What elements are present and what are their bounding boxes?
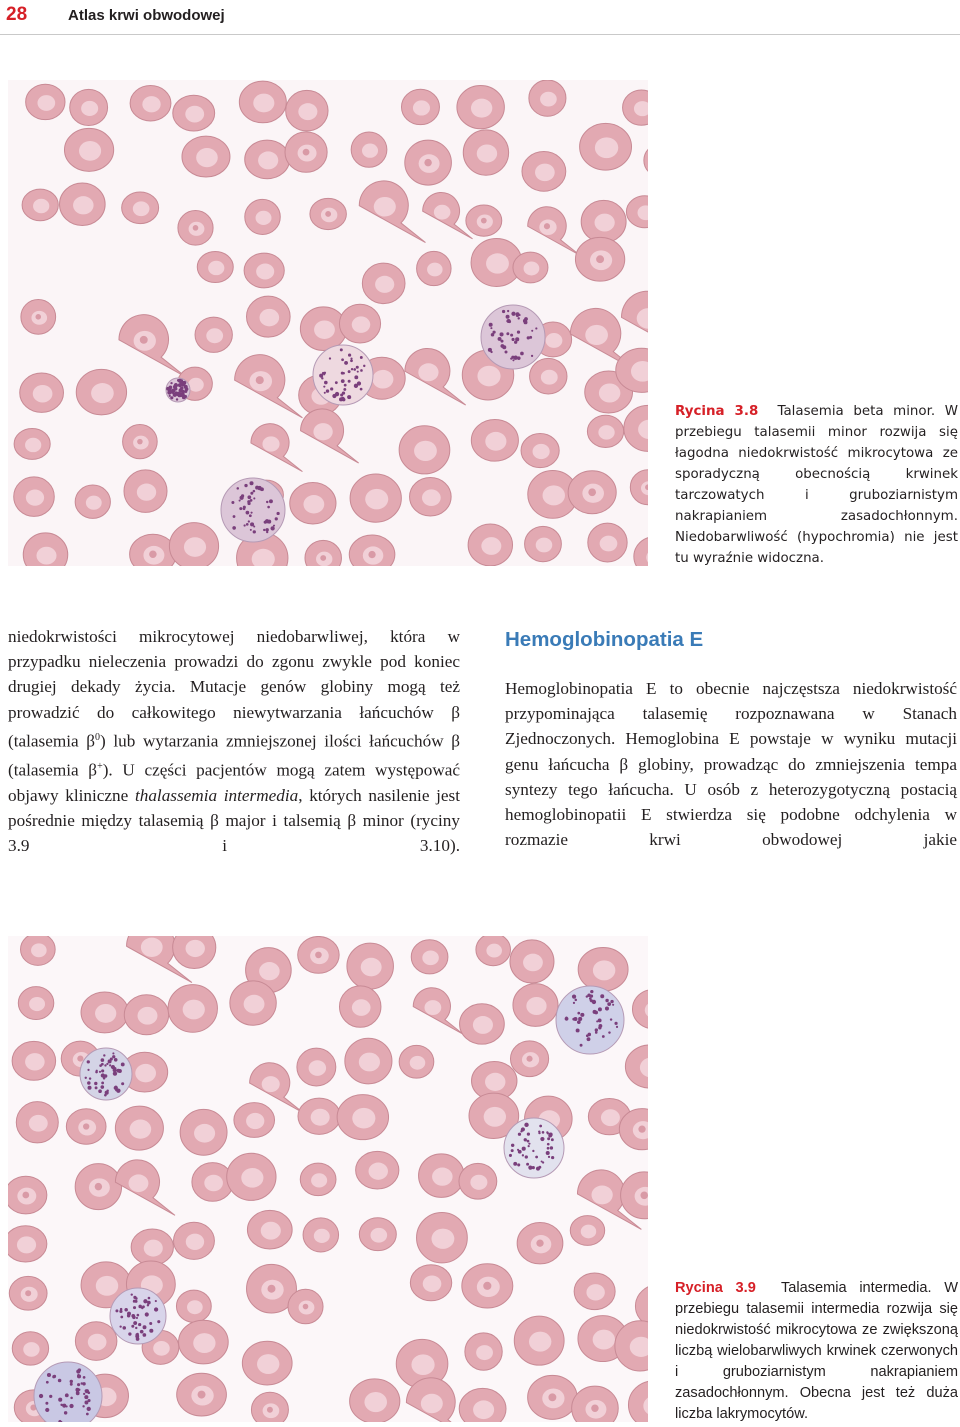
red-blood-cell	[587, 415, 623, 447]
red-blood-cell	[570, 1216, 604, 1246]
body-text-segment: ). U części pacjentów mogą zatem występować objawy kliniczne	[8, 760, 460, 805]
red-blood-cell	[244, 253, 284, 288]
figure-label: Rycina 3.9	[675, 1280, 756, 1296]
blood-smear-image	[8, 80, 648, 566]
red-blood-cell	[466, 205, 502, 236]
red-blood-cell	[410, 477, 452, 516]
red-blood-cell	[347, 943, 394, 989]
red-blood-cell	[26, 84, 65, 119]
red-blood-cell	[624, 405, 648, 451]
red-blood-cell	[630, 470, 648, 505]
red-blood-cell	[632, 990, 648, 1029]
red-blood-cell	[130, 86, 171, 121]
red-blood-cell	[623, 90, 648, 125]
red-blood-cell	[514, 1316, 564, 1365]
red-blood-cell	[351, 132, 387, 167]
red-blood-cell	[522, 152, 566, 192]
red-blood-cell	[405, 140, 452, 185]
red-blood-cell	[362, 263, 405, 304]
red-blood-cell	[66, 1109, 106, 1144]
red-blood-cell	[529, 80, 566, 116]
red-blood-cell	[423, 192, 473, 238]
red-blood-cell	[580, 123, 632, 170]
red-blood-cell	[626, 196, 648, 228]
red-blood-cell	[405, 348, 466, 405]
red-blood-cell	[350, 474, 401, 522]
red-blood-cell	[115, 1160, 175, 1215]
red-blood-cell	[305, 540, 341, 566]
red-blood-cell	[419, 1154, 465, 1198]
caption-text: W przebiegu talasemii minor rozwija się łagodna niedokrwistość mikrocytowa ze sporadyczną obecnością krwinek tarczowatych i gruboziarnistym nakrapianiem zasadochłonnym. Niedobarwliwość (hypochromia) nie jest tu wyraźnie widoczna.	[675, 404, 958, 566]
red-blood-cell	[23, 533, 68, 566]
red-blood-cell	[168, 985, 217, 1033]
body-text-left	[8, 624, 460, 858]
red-blood-cell	[417, 1213, 468, 1263]
red-blood-cell	[297, 1048, 336, 1086]
red-blood-cell	[115, 1106, 163, 1150]
red-blood-cell	[288, 1289, 323, 1324]
red-blood-cell	[339, 304, 380, 343]
red-blood-cell	[625, 1045, 648, 1088]
red-blood-cell	[239, 81, 286, 123]
figure-3-8-caption	[675, 401, 958, 569]
red-blood-cell	[123, 424, 158, 458]
stippled-cell	[313, 345, 373, 405]
red-blood-cell	[242, 1341, 292, 1385]
stippled-cell	[80, 1048, 132, 1100]
red-blood-cell	[471, 419, 518, 461]
red-blood-cell	[457, 86, 504, 129]
red-blood-cell	[122, 192, 159, 224]
red-blood-cell	[81, 992, 128, 1033]
superscript: 0	[95, 731, 101, 743]
header-divider	[0, 34, 960, 35]
red-blood-cell	[176, 1290, 211, 1322]
red-blood-cell	[12, 1041, 56, 1080]
caption-title: Talasemia intermedia.	[780, 1280, 932, 1296]
red-blood-cell	[525, 526, 562, 561]
red-blood-cell	[197, 251, 233, 282]
red-blood-cell	[588, 523, 627, 562]
red-blood-cell	[75, 1164, 121, 1210]
stippled-cell	[34, 1362, 102, 1422]
figure-3-9-micrograph	[8, 936, 648, 1422]
red-blood-cell	[578, 948, 628, 992]
red-blood-cell	[195, 317, 232, 352]
red-blood-cell	[644, 143, 648, 177]
red-blood-cell	[245, 140, 290, 179]
red-blood-cell	[417, 251, 451, 285]
red-blood-cell	[177, 1373, 227, 1416]
red-blood-cell	[230, 981, 276, 1025]
red-blood-cell	[568, 471, 616, 514]
red-blood-cell	[359, 1218, 396, 1251]
red-blood-cell	[301, 409, 359, 463]
red-blood-cell	[310, 198, 346, 229]
section-heading: Hemoglobinopatia E	[505, 628, 704, 651]
red-blood-cell	[235, 355, 303, 418]
stippled-cell	[110, 1288, 166, 1344]
stippled-cell	[166, 378, 190, 402]
red-blood-cell	[18, 987, 53, 1020]
red-blood-cell	[131, 1229, 173, 1265]
red-blood-cell	[76, 369, 126, 414]
superscript: +	[97, 760, 103, 772]
red-blood-cell	[12, 1332, 48, 1365]
red-blood-cell	[8, 1176, 47, 1214]
red-blood-cell	[359, 181, 425, 243]
red-blood-cell	[227, 1153, 276, 1200]
red-blood-cell	[459, 1388, 506, 1422]
red-blood-cell	[462, 1264, 513, 1308]
red-blood-cell	[581, 200, 626, 242]
red-blood-cell	[399, 1045, 434, 1078]
page-number: 28	[6, 4, 28, 25]
red-blood-cell	[460, 1004, 505, 1044]
red-blood-cell	[8, 1226, 47, 1262]
red-blood-cell	[285, 132, 327, 172]
caption-title: Talasemia beta minor.	[777, 404, 936, 419]
red-blood-cell	[16, 1102, 58, 1143]
figure-label: Rycina 3.8	[675, 404, 759, 419]
red-blood-cell	[182, 136, 230, 177]
red-blood-cell	[286, 90, 328, 131]
red-blood-cell	[350, 1379, 400, 1422]
red-blood-cell	[21, 299, 56, 334]
red-blood-cell	[476, 936, 511, 966]
running-title: Atlas krwi obwodowej	[68, 7, 225, 24]
red-blood-cell	[528, 207, 580, 255]
red-blood-cell	[180, 1109, 227, 1155]
red-blood-cell	[70, 89, 108, 125]
red-blood-cell	[349, 535, 395, 566]
red-blood-cell	[337, 1095, 388, 1140]
stippled-cell	[504, 1118, 564, 1178]
red-blood-cell	[303, 1218, 339, 1252]
red-blood-cell	[572, 1386, 619, 1422]
red-blood-cell	[21, 936, 56, 965]
red-blood-cell	[468, 524, 512, 566]
red-blood-cell	[169, 523, 218, 566]
red-blood-cell	[75, 485, 110, 518]
red-blood-cell	[179, 1320, 229, 1364]
red-blood-cell	[528, 1375, 577, 1419]
red-blood-cell	[173, 936, 216, 969]
caption-text: W przebiegu talasemii intermedia rozwija się niedokrwistość mikrocytowa ze zwiększoną liczbą wielobarwliwych krwinek czerwonych i gruboziarnistym nakrapianiem zasadochłonnym. Obecna jest też duża liczba lakrymocytów.	[675, 1280, 958, 1422]
red-blood-cell	[234, 1103, 275, 1138]
red-blood-cell	[345, 1038, 392, 1084]
red-blood-cell	[399, 426, 450, 474]
body-text-segment: , których nasilenie jest pośrednie między talasemią β major i talsemią β minor (ryciny 3.9 i 3.10).	[8, 785, 460, 856]
red-blood-cell	[119, 315, 186, 377]
red-blood-cell	[60, 183, 106, 225]
red-blood-cell	[465, 1333, 502, 1370]
red-blood-cell	[247, 296, 291, 337]
red-blood-cell	[530, 358, 567, 394]
red-blood-cell	[251, 1392, 288, 1422]
red-blood-cell	[401, 89, 439, 124]
red-blood-cell	[130, 534, 177, 566]
body-text-right: Hemoglobinopatia E to obecnie najczęstsza niedokrwistość przypominająca talasemię rozpoznawana w Stanach Zjednoczonych. Hemoglobina E powstaje w wyniku mutacji genu łańcucha β globiny, prowadząc do zmniejszenia tempa syntezy tego łańcucha. U osób z heterozygotyczną postacią hemoglobinopatii E stwierdza się podobne odchylenia w rozmazie krwi obwodowej jakie	[505, 679, 957, 850]
red-blood-cell	[510, 1041, 548, 1077]
body-text-segment: niedokrwistości mikrocytowej niedobarwliwej, która w przypadku nieleczenia prowadzi do zgonu zwykle pod koniec drugiej dekady życia. Mutacje genów globiny mogą też prowadzić do całkowitego niewytwarzania łańcuchów β (talasemia β	[8, 627, 460, 751]
red-blood-cell	[413, 988, 463, 1035]
italic-term: thalassemia intermedia	[134, 785, 299, 805]
red-blood-cell	[634, 537, 648, 566]
red-blood-cell	[20, 373, 64, 412]
blood-smear-image	[8, 936, 648, 1422]
red-blood-cell	[513, 252, 548, 283]
red-blood-cell	[124, 995, 168, 1035]
red-blood-cell	[75, 1322, 117, 1361]
red-blood-cell	[339, 986, 380, 1027]
red-blood-cell	[622, 291, 648, 356]
figure-3-9-caption	[675, 1278, 958, 1425]
red-blood-cell	[410, 1265, 451, 1301]
red-blood-cell	[513, 984, 558, 1027]
stippled-cell	[481, 305, 545, 369]
red-blood-cell	[178, 211, 213, 246]
red-blood-cell	[459, 1163, 497, 1199]
red-blood-cell	[574, 1273, 615, 1310]
red-blood-cell	[628, 1381, 648, 1422]
red-blood-cell	[521, 433, 559, 467]
red-blood-cell	[356, 1151, 399, 1189]
stippled-cell	[221, 478, 285, 542]
red-blood-cell	[298, 936, 339, 973]
red-blood-cell	[575, 237, 624, 281]
red-blood-cell	[517, 1222, 563, 1263]
red-blood-cell	[411, 940, 448, 974]
red-blood-cell	[124, 470, 167, 513]
red-blood-cell	[14, 477, 55, 516]
red-blood-cell	[290, 483, 336, 524]
red-blood-cell	[9, 1276, 47, 1310]
stippled-cell	[556, 986, 624, 1054]
red-blood-cell	[300, 1163, 336, 1195]
red-blood-cell	[174, 1222, 215, 1259]
red-blood-cell	[510, 940, 554, 983]
red-blood-cell	[298, 1098, 340, 1134]
figure-3-8-micrograph	[8, 80, 648, 566]
red-blood-cell	[621, 1172, 648, 1219]
red-blood-cell	[245, 199, 280, 234]
red-blood-cell	[22, 189, 58, 221]
red-blood-cell	[64, 128, 113, 171]
red-blood-cell	[251, 424, 302, 472]
body-text-segment: ) lub wytarzania zmniejszonej ilości łańcuchów β (talasemia β	[8, 731, 461, 780]
red-blood-cell	[14, 429, 50, 460]
red-blood-cell	[463, 130, 508, 175]
red-blood-cell	[247, 1210, 292, 1249]
red-blood-cell	[173, 95, 215, 131]
